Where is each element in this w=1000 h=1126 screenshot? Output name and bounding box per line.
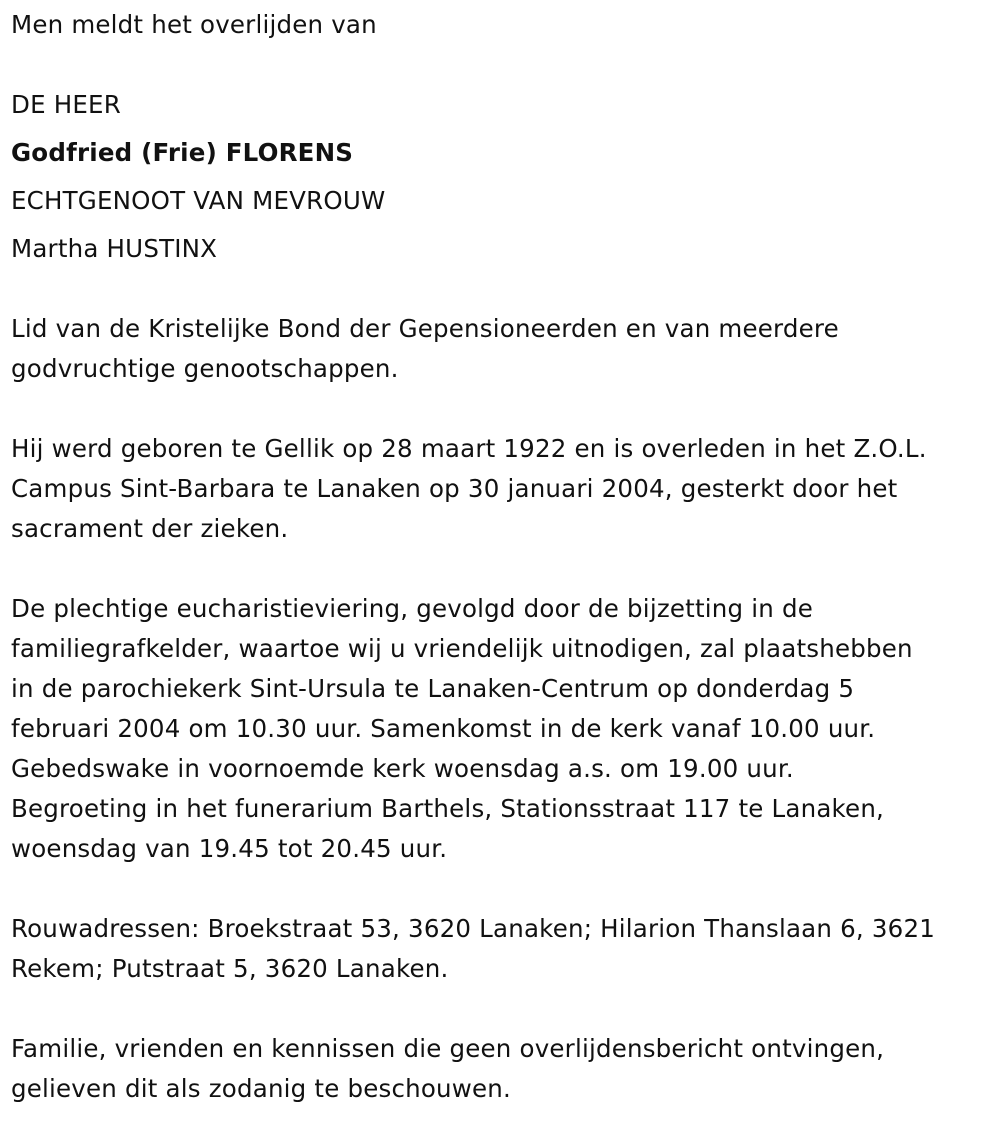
birth-death-line: Hij werd geboren te Gellik op 28 maart 1922 en is overleden in het Z.O.L. [11, 434, 927, 463]
membership-line: godvruchtige genootschappen. [11, 354, 399, 383]
ceremony-paragraph [11, 589, 986, 869]
ceremony-line: woensdag van 19.45 tot 20.45 uur. [11, 834, 448, 863]
membership-paragraph [11, 309, 986, 389]
deceased-name: Godfried (Frie) FLORENS [11, 138, 354, 167]
membership-line: Lid van de Kristelijke Bond der Gepensioneerden en van meerdere [11, 314, 839, 343]
closing-line: Familie, vrienden en kennissen die geen overlijdensbericht ontvingen, [11, 1034, 885, 1063]
birth-death-line: sacrament der zieken. [11, 514, 289, 543]
spouse-name: Martha HUSTINX [11, 234, 218, 263]
addresses-paragraph [11, 909, 986, 989]
ceremony-line: familiegrafkelder, waartoe wij u vriendelijk uitnodigen, zal plaatshebben [11, 634, 913, 663]
address-line: Rekem; Putstraat 5, 3620 Lanaken. [11, 954, 449, 983]
ceremony-line: Gebedswake in voornoemde kerk woensdag a.s. om 19.00 uur. [11, 754, 794, 783]
ceremony-line: De plechtige eucharistieviering, gevolgd door de bijzetting in de [11, 594, 813, 623]
title-line: DE HEER [11, 90, 121, 119]
address-line: Rouwadressen: Broekstraat 53, 3620 Lanaken; Hilarion Thanslaan 6, 3621 [11, 914, 936, 943]
ceremony-line: in de parochiekerk Sint-Ursula te Lanaken-Centrum op donderdag 5 [11, 674, 855, 703]
ceremony-line: februari 2004 om 10.30 uur. Samenkomst in de kerk vanaf 10.00 uur. [11, 714, 876, 743]
intro-line: Men meldt het overlijden van [11, 10, 377, 39]
closing-paragraph [11, 1029, 986, 1109]
spouse-label: ECHTGENOOT VAN MEVROUW [11, 186, 386, 215]
ceremony-line: Begroeting in het funerarium Barthels, Stationsstraat 117 te Lanaken, [11, 794, 885, 823]
birth-death-line: Campus Sint-Barbara te Lanaken op 30 januari 2004, gesterkt door het [11, 474, 898, 503]
birth-death-paragraph [11, 429, 986, 549]
closing-line: gelieven dit als zodanig te beschouwen. [11, 1074, 512, 1103]
